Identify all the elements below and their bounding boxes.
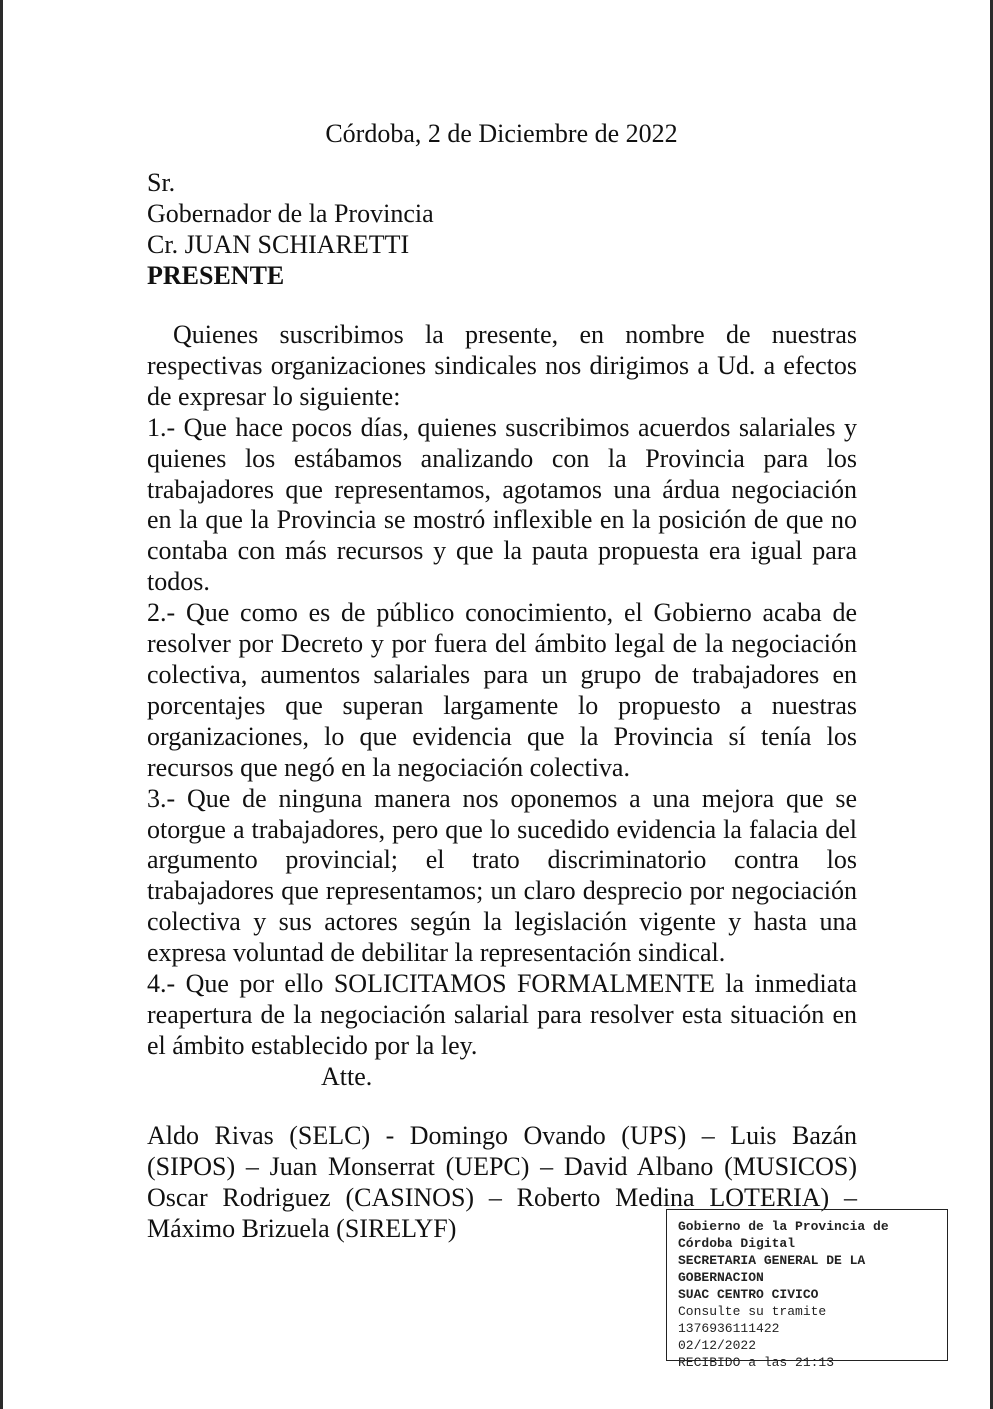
intro-paragraph: Quienes suscribimos la presente, en nombre de nuestras respectivas organizaciones sindicales nos dirigimos a Ud. a efectos de expresar lo siguiente: xyxy=(147,320,857,411)
point-1: 1.- Que hace pocos días, quienes suscribimos acuerdos salariales y quienes los estábamos analizando con la Provincia para los trabajadores que representamos, agotamos una árdua negociación en la que la Provincia se mostró inflexible en la posición de que no contaba con más recursos y que la pauta propuesta era igual para todos. xyxy=(147,412,857,597)
stamp-line-4: GOBERNACION xyxy=(678,1270,764,1285)
closing: Atte. xyxy=(321,1061,373,1091)
stamp-received-time: RECIBIDO a las 21:13 xyxy=(678,1355,835,1370)
recipient-office: Gobernador de la Provincia xyxy=(147,199,434,228)
recipient-block xyxy=(147,167,847,291)
point-3: 3.- Que de ninguna manera nos oponemos a una mejora que se otorgue a trabajadores, pero que lo sucedido evidencia la falacia del argumento provincial; el trato discriminatorio contra los trabajadores que representamos; un claro desprecio por negociación colectiva y sus actores según la legislación vigente y hasta una expresa voluntad de debilitar la representación sindical. xyxy=(147,783,857,968)
recipient-salutation: Sr. xyxy=(147,168,176,197)
page-left-edge xyxy=(0,0,3,1409)
stamp-line-2: Córdoba Digital xyxy=(678,1236,796,1251)
stamp-line-6: Consulte su tramite xyxy=(678,1304,827,1319)
stamp-line-3: SECRETARIA GENERAL DE LA xyxy=(678,1253,866,1268)
stamp-line-5: SUAC CENTRO CIVICO xyxy=(678,1287,819,1302)
reception-stamp xyxy=(666,1209,948,1370)
date-line: Córdoba, 2 de Diciembre de 2022 xyxy=(325,119,678,148)
recipient-presente: PRESENTE xyxy=(147,261,285,290)
point-4: 4.- Que por ello SOLICITAMOS FORMALMENTE la inmediata reapertura de la negociación salarial para resolver esta situación en el ámbito establecido por la ley. xyxy=(147,969,857,1060)
recipient-name: Cr. JUAN SCHIARETTI xyxy=(147,230,410,259)
stamp-received-date: 02/12/2022 xyxy=(678,1338,757,1353)
signatories: Aldo Rivas (SELC) - Domingo Ovando (UPS) – Luis Bazán (SIPOS) – Juan Monserrat (UEPC) – David Albano (MUSICOS) Oscar Rodriguez (CASINOS) – Roberto Medina LOTERIA) – Máximo Brizuela (SIRELYF) xyxy=(147,1121,857,1243)
stamp-tracking-number: 1376936111422 xyxy=(678,1321,780,1336)
point-2: 2.- Que como es de público conocimiento, el Gobierno acaba de resolver por Decreto y por fuera del ámbito legal de la negociación colectiva, aumentos salariales para un grupo de trabajadores en porcentajes que superan largamente lo propuesto a nuestras organizaciones, lo que evidencia que la Provincia sí tenía los recursos que negó en la negociación colectiva. xyxy=(147,598,857,782)
letter-body xyxy=(147,320,857,1093)
stamp-line-1: Gobierno de la Provincia de xyxy=(678,1219,889,1234)
